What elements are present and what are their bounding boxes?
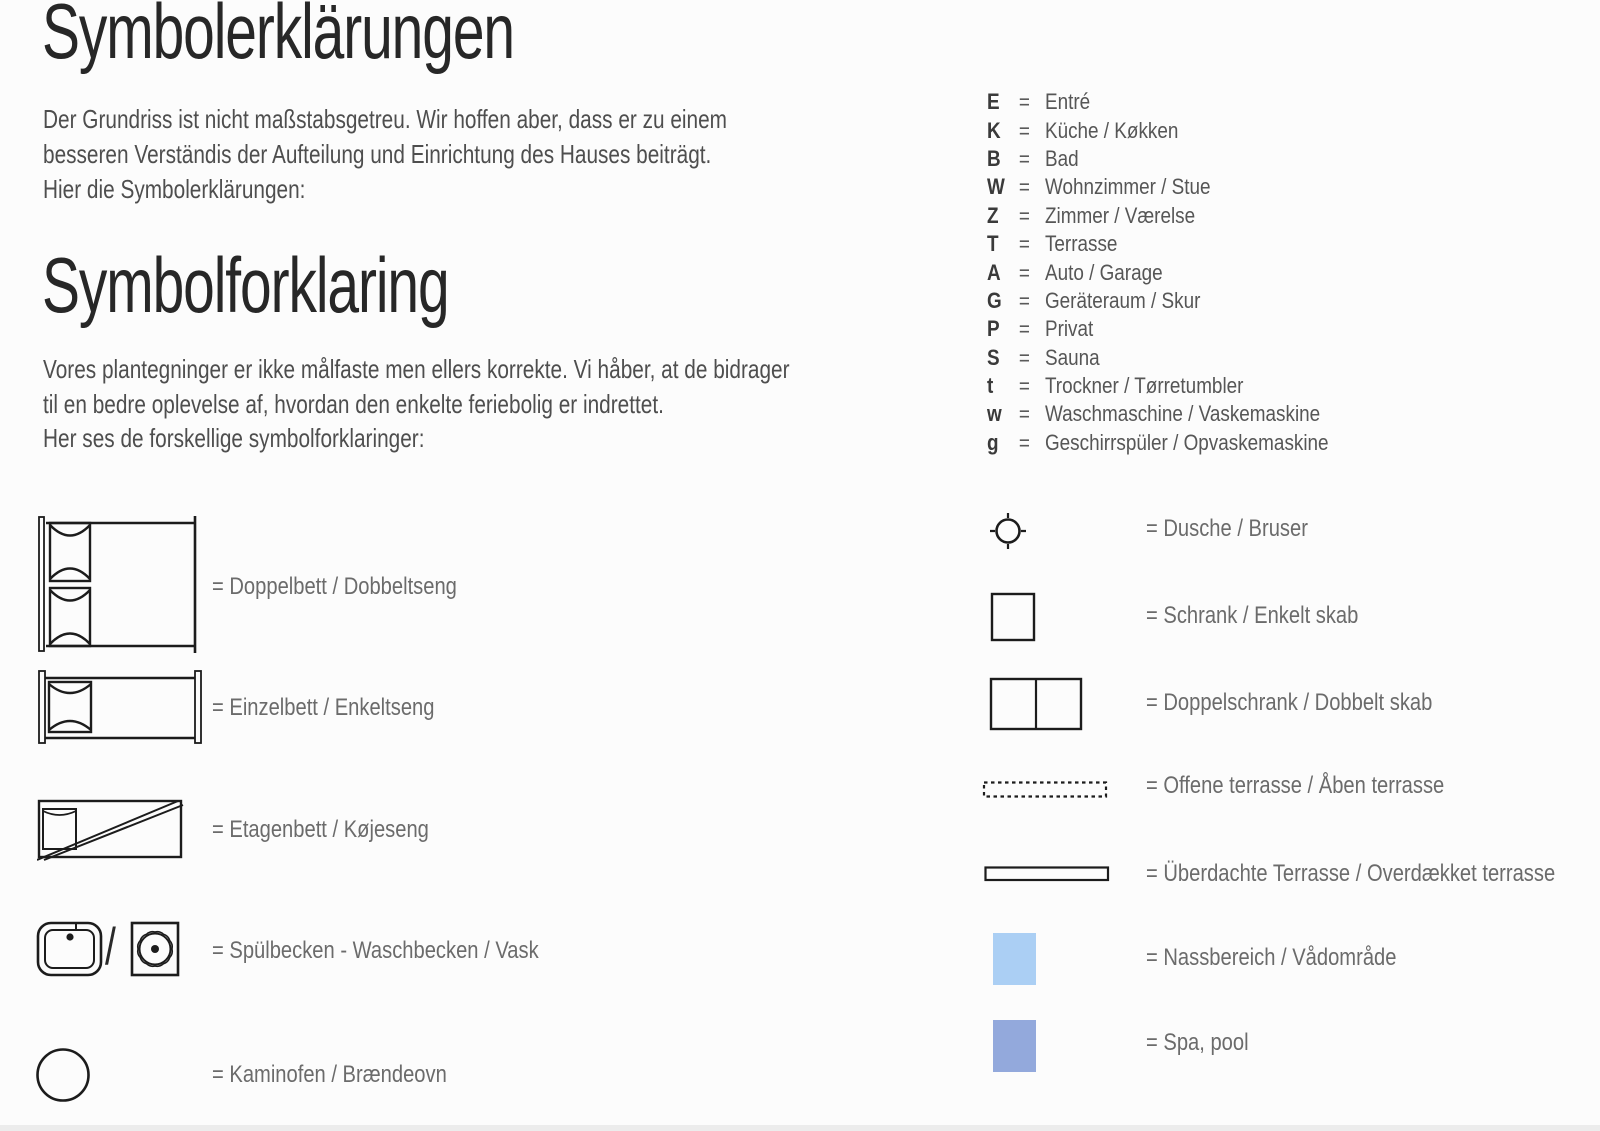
single-bed-label: = Einzelbett / Enkeltseng [212, 694, 435, 721]
intro-danish-line: Her ses de forskellige symbolforklaringer: [43, 423, 425, 453]
sink-icon [36, 920, 104, 978]
abbr-letter: W [987, 174, 1005, 200]
abbr-meaning: Sauna [1044, 344, 1100, 370]
abbr-letter: w [987, 401, 1002, 427]
abbr-meaning: Wohnzimmer / Stue [1044, 174, 1211, 200]
abbr-letter: S [987, 344, 1000, 370]
spa-pool-label: = Spa, pool [1146, 1029, 1249, 1056]
wet-area-swatch [993, 933, 1036, 985]
abbreviation-row [987, 230, 1407, 258]
abbr-meaning: Waschmaschine / Vaskemaskine [1044, 401, 1321, 427]
single-wardrobe-icon [990, 592, 1036, 642]
abbreviation-row [987, 202, 1407, 230]
abbr-equals: = [1018, 145, 1030, 171]
abbreviation-row [987, 372, 1407, 400]
abbr-equals: = [1018, 231, 1030, 257]
wet-area-label: = Nassbereich / Vådområde [1146, 944, 1397, 971]
abbr-equals: = [1018, 401, 1030, 427]
abbr-letter: Z [987, 202, 999, 228]
abbr-equals: = [1018, 316, 1030, 342]
abbr-meaning: Bad [1044, 145, 1079, 171]
intro-paragraph-german [43, 102, 727, 207]
covered-terrace-icon [984, 866, 1110, 882]
abbr-equals: = [1018, 174, 1030, 200]
abbr-meaning: Trockner / Tørretumbler [1044, 373, 1244, 399]
covered-terrace-label: = Überdachte Terrasse / Overdækket terrasse [1146, 860, 1556, 887]
wood-stove-label: = Kaminofen / Brændeovn [212, 1061, 447, 1088]
abbr-meaning: Entré [1044, 89, 1091, 115]
intro-danish-line: til en bedre oplevelse af, hvordan den enkelte feriebolig er indrettet. [43, 388, 664, 419]
page-title-danish: Symbolforklaring [42, 241, 449, 329]
abbr-letter: t [987, 373, 994, 399]
abbr-meaning: Küche / Køkken [1044, 117, 1179, 143]
wood-stove-icon [35, 1047, 91, 1103]
abbreviation-list [987, 88, 1407, 457]
bunk-bed-label: = Etagenbett / Køjeseng [212, 816, 429, 843]
abbreviation-row [987, 344, 1407, 372]
single-wardrobe-label: = Schrank / Enkelt skab [1146, 602, 1359, 629]
sink-washbasin-label: = Spülbecken - Waschbecken / Vask [212, 937, 539, 964]
abbr-letter: A [987, 259, 1001, 285]
intro-paragraph-danish [43, 352, 790, 456]
single-bed-icon [37, 669, 203, 745]
abbreviation-row [987, 400, 1407, 428]
washbasin-icon [130, 920, 180, 978]
abbr-meaning: Privat [1044, 316, 1094, 342]
abbr-equals: = [1018, 117, 1030, 143]
abbr-equals: = [1018, 202, 1030, 228]
abbreviation-row [987, 173, 1407, 201]
intro-german-line: besseren Verständis der Aufteilung und Einrichtung des Hauses beiträgt. [43, 139, 712, 169]
open-terrace-label: = Offene terrasse / Åben terrasse [1146, 772, 1445, 799]
intro-german-line: Der Grundriss ist nicht maßstabsgetreu. Wir hoffen aber, dass er zu einem [43, 104, 727, 134]
abbreviation-row [987, 287, 1407, 315]
open-terrace-icon [982, 780, 1109, 799]
shower-label: = Dusche / Bruser [1146, 515, 1308, 542]
abbr-letter: E [987, 89, 1000, 115]
spa-pool-swatch [993, 1020, 1036, 1072]
abbr-equals: = [1018, 429, 1030, 455]
abbr-equals: = [1018, 287, 1030, 313]
intro-german-line: Hier die Symbolerklärungen: [43, 174, 306, 204]
abbr-letter: B [987, 145, 1001, 171]
abbr-equals: = [1018, 259, 1030, 285]
double-bed-icon [37, 514, 199, 654]
abbreviation-row [987, 429, 1407, 457]
abbr-letter: G [987, 287, 1002, 313]
abbr-meaning: Auto / Garage [1044, 259, 1163, 285]
page-title-german: Symbolerklärungen [42, 0, 514, 75]
abbr-letter: K [987, 117, 1001, 143]
abbreviation-row [987, 315, 1407, 343]
abbreviation-row [987, 145, 1407, 173]
abbr-letter: P [987, 316, 1000, 342]
double-wardrobe-icon [989, 677, 1083, 731]
abbr-letter: T [987, 231, 999, 257]
abbreviation-row [987, 258, 1407, 286]
shower-icon [988, 511, 1028, 551]
abbr-meaning: Zimmer / Værelse [1044, 202, 1196, 228]
abbreviation-row [987, 88, 1407, 116]
abbr-equals: = [1018, 89, 1030, 115]
abbr-equals: = [1018, 344, 1030, 370]
double-wardrobe-label: = Doppelschrank / Dobbelt skab [1146, 689, 1433, 716]
abbr-meaning: Geräteraum / Skur [1044, 287, 1201, 313]
abbr-meaning: Geschirrspüler / Opvaskemaskine [1044, 429, 1329, 455]
sink-separator: / [105, 918, 116, 976]
intro-danish-line: Vores plantegninger er ikke målfaste men ellers korrekte. Vi håber, at de bidrager [43, 354, 790, 384]
bunk-bed-icon [37, 799, 184, 861]
page-bottom-edge [0, 1125, 1600, 1131]
abbr-letter: g [987, 429, 999, 455]
abbr-equals: = [1018, 373, 1030, 399]
abbreviation-row [987, 116, 1407, 144]
double-bed-label: = Doppelbett / Dobbeltseng [212, 573, 457, 600]
abbr-meaning: Terrasse [1044, 231, 1118, 257]
